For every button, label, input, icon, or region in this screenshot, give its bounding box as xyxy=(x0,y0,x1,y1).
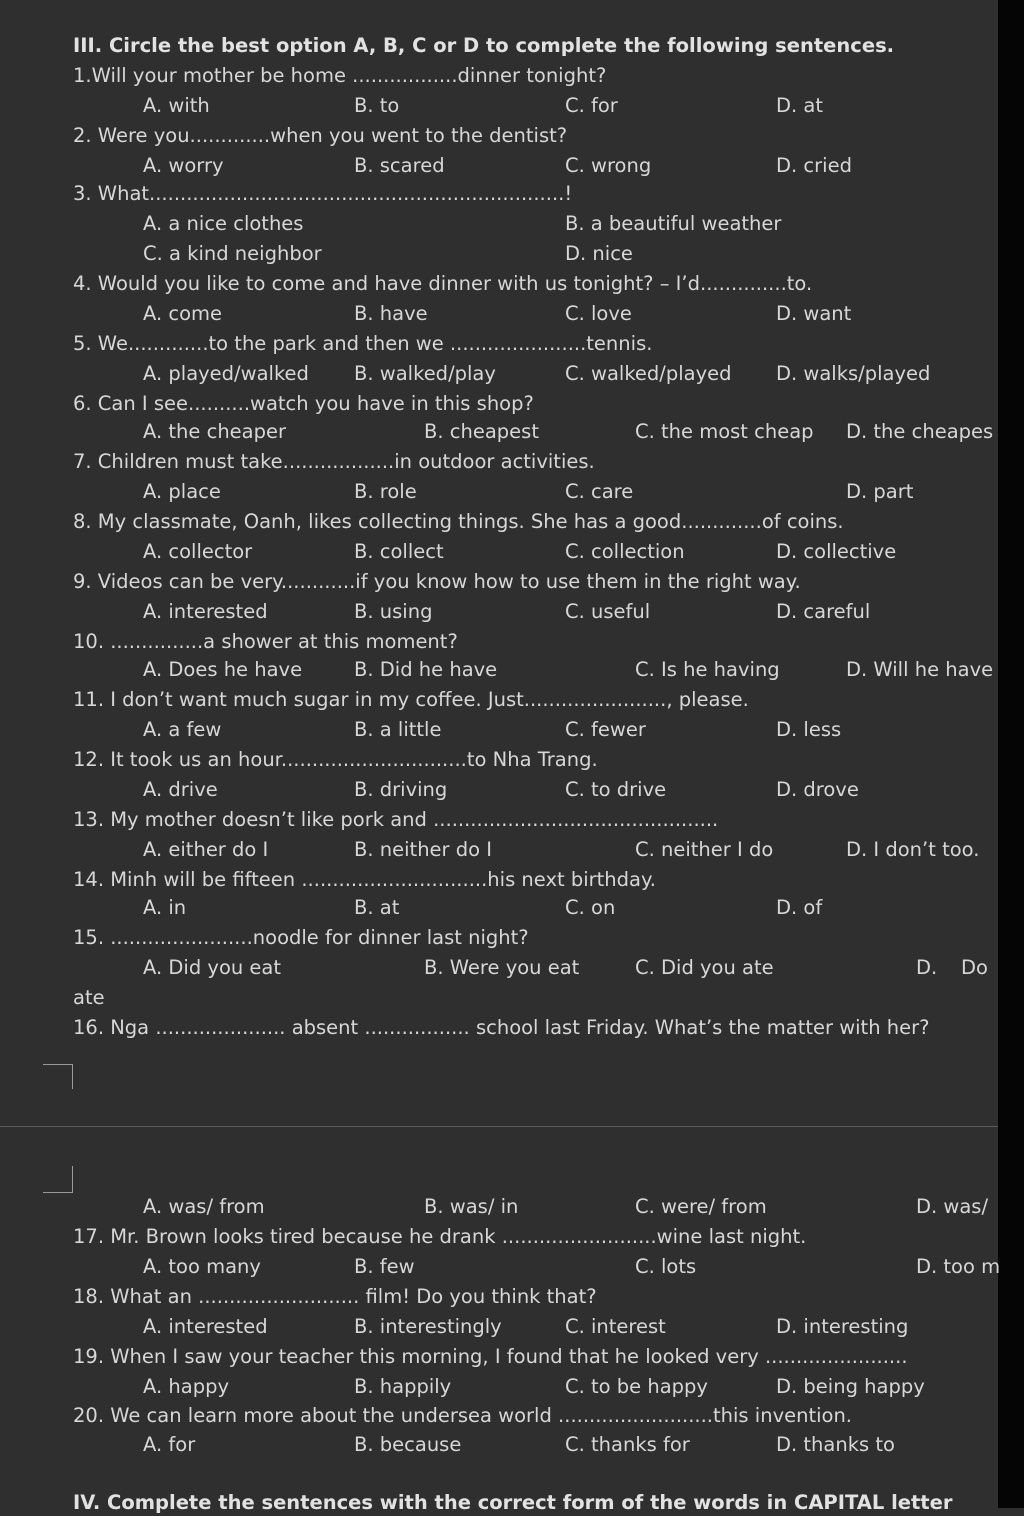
q18-option-c: C. interest xyxy=(565,1315,666,1338)
next-section-title: IV. Complete the sentences with the correct form of the words in CAPITAL letter xyxy=(73,1491,953,1514)
q6-option-d: D. the cheapes xyxy=(846,420,994,443)
question-2: 2. Were you.............when you went to the dentist? xyxy=(73,124,568,147)
q10-option-a: A. Does he have xyxy=(143,658,303,681)
q13-option-a: A. either do I xyxy=(143,838,269,861)
dark-right-edge xyxy=(998,0,1024,1508)
q13-option-d: D. I don’t too. xyxy=(846,838,980,861)
q3-option-b: B. a beautiful weather xyxy=(565,212,782,235)
page-corner-mark-bottom xyxy=(43,1166,73,1193)
q8-option-d: D. collective xyxy=(776,540,897,563)
question-15: 15. .......................noodle for dinner last night? xyxy=(73,926,529,949)
q20-option-c: C. thanks for xyxy=(565,1433,690,1456)
question-19: 19. When I saw your teacher this morning, I found that he looked very ....................... xyxy=(73,1345,908,1368)
page-corner-mark-top xyxy=(43,1064,73,1089)
q7-option-a: A. place xyxy=(143,480,221,503)
q15-option-d-wrap: ate xyxy=(73,986,105,1009)
question-14: 14. Minh will be fifteen ..............................his next birthday. xyxy=(73,868,656,891)
q10-option-c: C. Is he having xyxy=(635,658,780,681)
q14-option-a: A. in xyxy=(143,896,187,919)
q1-option-b: B. to xyxy=(354,94,400,117)
q3-option-d: D. nice xyxy=(565,242,633,265)
q10-option-b: B. Did he have xyxy=(354,658,498,681)
q18-option-a: A. interested xyxy=(143,1315,268,1338)
q6-option-a: A. the cheaper xyxy=(143,420,287,443)
question-8: 8. My classmate, Oanh, likes collecting things. She has a good.............of coins. xyxy=(73,510,844,533)
q15-option-b: B. Were you eat xyxy=(424,956,580,979)
q2-option-b: B. scared xyxy=(354,154,445,177)
q16-option-b: B. was/ in xyxy=(424,1195,519,1218)
q16-option-c: C. were/ from xyxy=(635,1195,767,1218)
q15-option-d-letter: D. xyxy=(916,956,938,979)
q15-option-d-word: Do xyxy=(961,956,988,979)
question-16: 16. Nga ..................... absent ................. school last Friday. What’s the matter with her? xyxy=(73,1016,930,1039)
q16-option-d: D. was/ xyxy=(916,1195,989,1218)
question-3: 3. What...................................................................! xyxy=(73,182,573,205)
q1-option-c: C. for xyxy=(565,94,618,117)
q7-option-b: B. role xyxy=(354,480,417,503)
question-7: 7. Children must take..................in outdoor activities. xyxy=(73,450,595,473)
page-break-line xyxy=(0,1126,998,1127)
q9-option-a: A. interested xyxy=(143,600,268,623)
q11-option-b: B. a little xyxy=(354,718,442,741)
question-4: 4. Would you like to come and have dinner with us tonight? – I’d..............to. xyxy=(73,272,813,295)
q2-option-d: D. cried xyxy=(776,154,852,177)
q14-option-d: D. of xyxy=(776,896,823,919)
q1-option-a: A. with xyxy=(143,94,210,117)
q6-option-b: B. cheapest xyxy=(424,420,539,443)
q14-option-c: C. on xyxy=(565,896,616,919)
q18-option-d: D. interesting xyxy=(776,1315,909,1338)
q17-option-b: B. few xyxy=(354,1255,415,1278)
q5-option-c: C. walked/played xyxy=(565,362,732,385)
question-17: 17. Mr. Brown looks tired because he drank .........................wine last night. xyxy=(73,1225,807,1248)
q19-option-b: B. happily xyxy=(354,1375,452,1398)
q8-option-b: B. collect xyxy=(354,540,444,563)
question-11: 11. I don’t want much sugar in my coffee. Just......................., please. xyxy=(73,688,749,711)
q3-option-a: A. a nice clothes xyxy=(143,212,304,235)
q10-option-d: D. Will he have xyxy=(846,658,994,681)
q17-option-a: A. too many xyxy=(143,1255,261,1278)
q5-option-b: B. walked/play xyxy=(354,362,496,385)
question-9: 9. Videos can be very............if you know how to use them in the right way. xyxy=(73,570,801,593)
q8-option-a: A. collector xyxy=(143,540,253,563)
q3-option-c: C. a kind neighbor xyxy=(143,242,322,265)
question-5: 5. We.............to the park and then we ......................tennis. xyxy=(73,332,653,355)
q12-option-a: A. drive xyxy=(143,778,218,801)
q5-option-d: D. walks/played xyxy=(776,362,931,385)
q9-option-b: B. using xyxy=(354,600,433,623)
question-18: 18. What an .......................... film! Do you think that? xyxy=(73,1285,597,1308)
q9-option-c: C. useful xyxy=(565,600,651,623)
question-13: 13. My mother doesn’t like pork and .............................................. xyxy=(73,808,719,831)
q1-option-d: D. at xyxy=(776,94,824,117)
q7-option-c: C. care xyxy=(565,480,634,503)
q19-option-d: D. being happy xyxy=(776,1375,925,1398)
q4-option-c: C. love xyxy=(565,302,632,325)
question-20: 20. We can learn more about the undersea world .........................this invention. xyxy=(73,1404,853,1427)
q13-option-c: C. neither I do xyxy=(635,838,774,861)
q20-option-d: D. thanks to xyxy=(776,1433,895,1456)
q18-option-b: B. interestingly xyxy=(354,1315,502,1338)
question-12: 12. It took us an hour..............................to Nha Trang. xyxy=(73,748,598,771)
q8-option-c: C. collection xyxy=(565,540,685,563)
q5-option-a: A. played/walked xyxy=(143,362,309,385)
q4-option-b: B. have xyxy=(354,302,428,325)
q14-option-b: B. at xyxy=(354,896,400,919)
question-10: 10. ...............a shower at this moment? xyxy=(73,630,458,653)
q11-option-d: D. less xyxy=(776,718,842,741)
q9-option-d: D. careful xyxy=(776,600,871,623)
question-1: 1.Will your mother be home .................dinner tonight? xyxy=(73,64,607,87)
q20-option-a: A. for xyxy=(143,1433,196,1456)
q12-option-c: C. to drive xyxy=(565,778,667,801)
q19-option-a: A. happy xyxy=(143,1375,229,1398)
q17-option-c: C. lots xyxy=(635,1255,697,1278)
q4-option-d: D. want xyxy=(776,302,852,325)
q11-option-a: A. a few xyxy=(143,718,222,741)
q17-option-d: D. too m xyxy=(916,1255,1001,1278)
section-title: III. Circle the best option A, B, C or D to complete the following sentences. xyxy=(73,34,895,57)
question-6: 6. Can I see..........watch you have in this shop? xyxy=(73,392,534,415)
q2-option-c: C. wrong xyxy=(565,154,652,177)
q11-option-c: C. fewer xyxy=(565,718,646,741)
q15-option-c: C. Did you ate xyxy=(635,956,774,979)
q15-option-a: A. Did you eat xyxy=(143,956,282,979)
q16-option-a: A. was/ from xyxy=(143,1195,265,1218)
q4-option-a: A. come xyxy=(143,302,223,325)
q2-option-a: A. worry xyxy=(143,154,224,177)
q20-option-b: B. because xyxy=(354,1433,462,1456)
q6-option-c: C. the most cheap xyxy=(635,420,814,443)
q12-option-d: D. drove xyxy=(776,778,859,801)
q13-option-b: B. neither do I xyxy=(354,838,493,861)
q12-option-b: B. driving xyxy=(354,778,448,801)
q7-option-d: D. part xyxy=(846,480,914,503)
q19-option-c: C. to be happy xyxy=(565,1375,708,1398)
